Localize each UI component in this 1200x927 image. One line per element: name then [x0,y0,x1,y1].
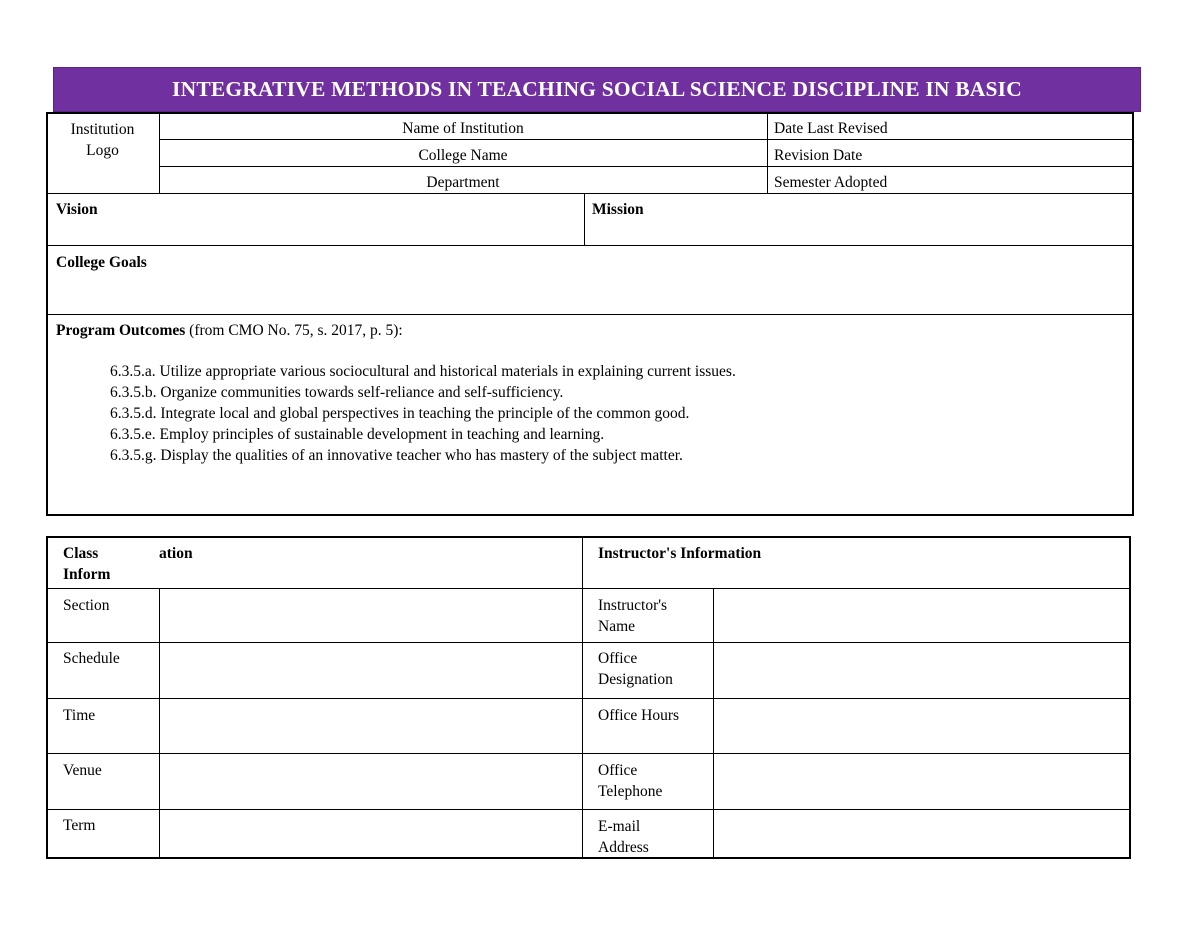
office-telephone-label: Office Telephone [598,762,663,800]
document-title: INTEGRATIVE METHODS IN TEACHING SOCIAL SCIENCE DISCIPLINE IN BASIC [172,77,1022,101]
program-outcomes-label: Program Outcomes [56,322,186,339]
schedule-label: Schedule [63,650,120,667]
department-name: Department [426,174,500,191]
term-label: Term [63,817,96,834]
section-label: Section [63,597,110,614]
mission-label: Mission [592,201,644,218]
document-title-banner [53,67,1141,112]
office-designation-label: Office Designation [598,650,673,688]
list-item: 6.3.5.g. Display the qualities of an innovative teacher who has mastery of the subject matter. [110,447,683,464]
list-item: 6.3.5.d. Integrate local and global perspectives in teaching the principle of the common good. [110,405,690,422]
class-information-heading-part2: Inform [63,566,111,583]
list-item: 6.3.5.e. Employ principles of sustainable development in teaching and learning. [110,426,605,443]
class-information-heading-part1: Class [63,545,99,562]
revision-date: Revision Date [774,147,863,164]
program-outcomes-source: (from CMO No. 75, s. 2017, p. 5): [185,322,403,339]
institution-logo-placeholder: Institution Logo [70,121,135,159]
class-information-heading-part3: ation [159,545,193,562]
date-last-revised: Date Last Revised [774,120,888,137]
semester-adopted: Semester Adopted [774,174,888,191]
list-item: 6.3.5.b. Organize communities towards self-reliance and self-sufficiency. [110,384,564,401]
college-name: College Name [418,147,508,164]
venue-label: Venue [63,762,102,779]
program-outcomes-list [110,361,736,466]
email-address-label: E-mail Address [598,818,649,856]
institution-name: Name of Institution [402,120,524,137]
list-item: 6.3.5.a. Utilize appropriate various sociocultural and historical materials in explaining current issues. [110,363,736,380]
program-outcomes-heading [56,320,403,341]
instructor-name-label: Instructor's Name [598,597,668,635]
vision-label: Vision [56,201,98,218]
instructor-information-heading: Instructor's Information [598,545,762,562]
time-label: Time [63,707,96,724]
college-goals-label: College Goals [56,254,147,271]
office-hours-label: Office Hours [598,707,680,724]
